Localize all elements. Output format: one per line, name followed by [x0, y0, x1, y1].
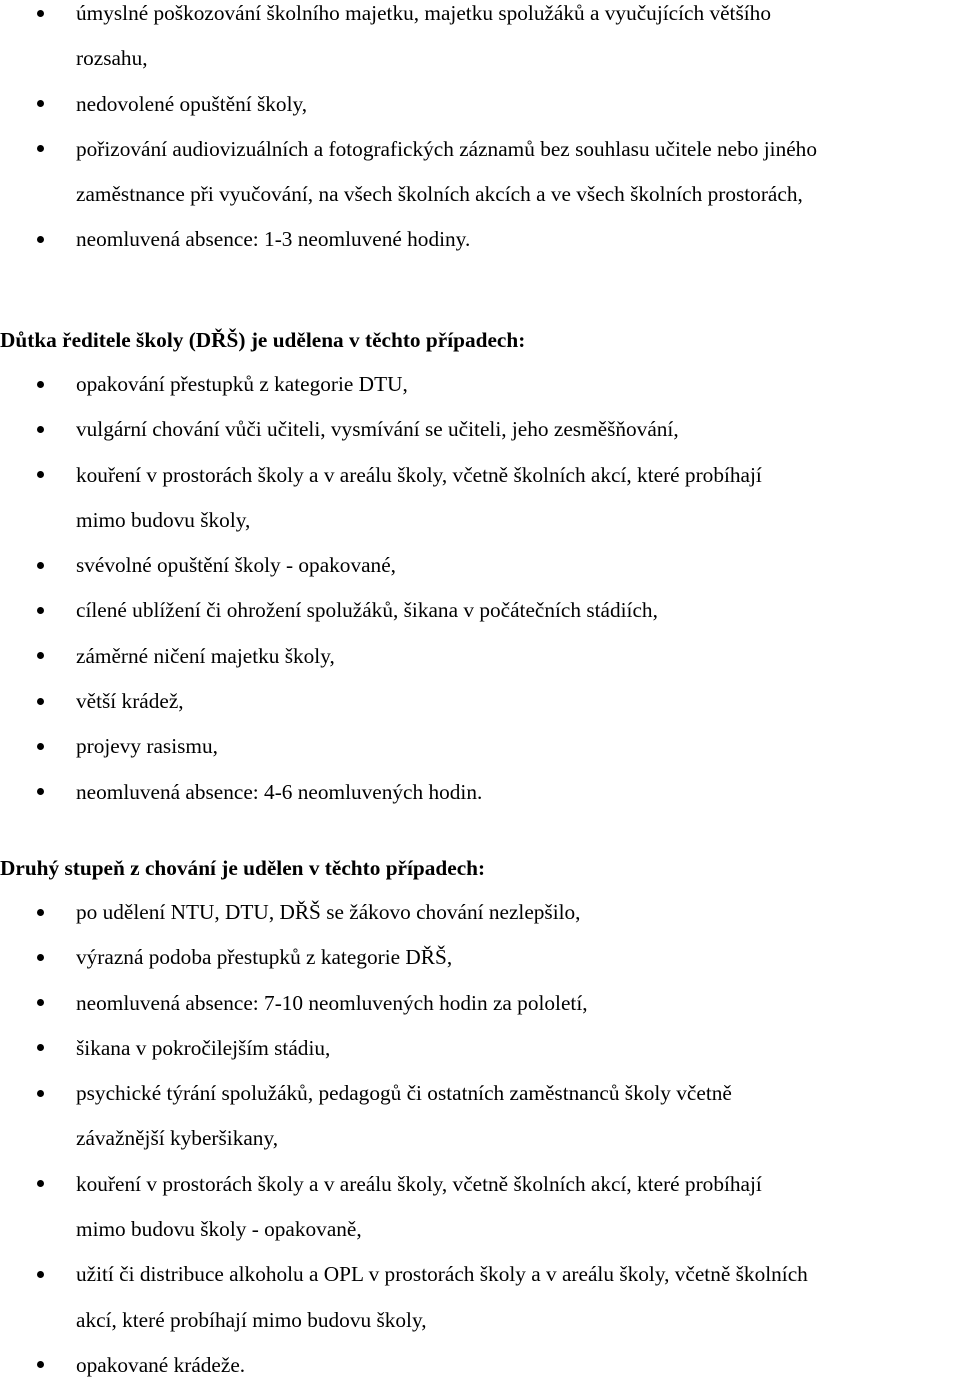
list-item	[0, 634, 960, 679]
section-heading-dts: Důtka ředitele školy (DŘŠ) je udělena v těchto případech:	[0, 328, 526, 352]
bullet-icon	[37, 100, 44, 107]
list-item	[0, 1026, 960, 1071]
bullet-icon	[37, 1271, 44, 1278]
bullet-icon	[37, 145, 44, 152]
bullet-icon	[37, 562, 44, 569]
list-item	[0, 1343, 960, 1388]
bullet-icon	[37, 999, 44, 1006]
bullet-icon	[37, 954, 44, 961]
list-item-text: větší krádež,	[76, 689, 184, 714]
list-top	[0, 0, 960, 263]
list-item-text-continuation: závažnější kyberšikany,	[76, 1126, 279, 1151]
list-item-text-continuation: mimo budovu školy,	[76, 507, 251, 532]
bullet-icon	[37, 743, 44, 750]
list-item-text-continuation: akcí, které probíhají mimo budovu školy,	[76, 1307, 427, 1332]
list-item	[0, 0, 960, 82]
list-item	[0, 679, 960, 724]
list-item-text: kouření v prostorách školy a v areálu školy, včetně školních akcí, které probíhají	[76, 462, 762, 487]
list-item-text: svévolné opuštění školy - opakované,	[76, 553, 396, 578]
list-item-text: opakované krádeže.	[76, 1352, 246, 1377]
list-item-text: psychické týrání spolužáků, pedagogů či ostatních zaměstnanců školy včetně	[76, 1081, 732, 1106]
bullet-icon	[37, 426, 44, 433]
list-item	[0, 543, 960, 588]
bullet-icon	[37, 471, 44, 478]
list-item	[0, 588, 960, 633]
list-item	[0, 1162, 960, 1253]
list-item-text: opakování přestupků z kategorie DTU,	[76, 372, 408, 396]
bullet-icon	[37, 381, 44, 388]
list-item-text: výrazná podoba přestupků z kategorie DŘŠ,	[76, 945, 453, 970]
list-item-text: nedovolené opuštění školy,	[76, 91, 308, 116]
list-item-text-continuation: zaměstnance při vyučování, na všech školních akcích a ve všech školních prostorách,	[76, 182, 803, 207]
list-item	[0, 981, 960, 1026]
bullet-icon	[37, 1090, 44, 1097]
bullet-icon	[37, 652, 44, 659]
list-item-text: užití či distribuce alkoholu a OPL v prostorách školy a v areálu školy, včetně školních	[76, 1262, 808, 1287]
list-dts	[0, 362, 960, 815]
list-item-text: záměrné ničení majetku školy,	[76, 643, 335, 668]
list-item	[0, 453, 960, 544]
section-heading-second-grade: Druhý stupeň z chování je udělen v těchto případech:	[0, 856, 486, 880]
list-item-text-continuation: rozsahu,	[76, 46, 148, 71]
list-item	[0, 1071, 960, 1162]
bullet-icon	[37, 10, 44, 17]
list-item	[0, 217, 960, 262]
list-item-text: cílené ublížení či ohrožení spolužáků, šikana v počátečních stádiích,	[76, 598, 658, 623]
list-item	[0, 1252, 960, 1343]
list-item-text: úmyslné poškozování školního majetku, majetku spolužáků a vyučujících většího	[76, 1, 771, 25]
bullet-icon	[37, 1361, 44, 1368]
list-item-text: neomluvená absence: 4-6 neomluvených hodin.	[76, 779, 483, 804]
bullet-icon	[37, 1044, 44, 1051]
list-item	[0, 82, 960, 127]
list-item-text-continuation: mimo budovu školy - opakovaně,	[76, 1217, 362, 1242]
list-item	[0, 407, 960, 452]
bullet-icon	[37, 909, 44, 916]
bullet-icon	[37, 607, 44, 614]
bullet-icon	[37, 788, 44, 795]
bullet-icon	[37, 236, 44, 243]
list-item	[0, 127, 960, 218]
list-item-text: kouření v prostorách školy a v areálu školy, včetně školních akcí, které probíhají	[76, 1171, 762, 1196]
list-item-text: neomluvená absence: 7-10 neomluvených hodin za pololetí,	[76, 990, 588, 1015]
list-item	[0, 770, 960, 815]
list-item-text: pořizování audiovizuálních a fotografických záznamů bez souhlasu učitele nebo jiného	[76, 136, 817, 161]
list-item	[0, 890, 960, 935]
list-item-text: neomluvená absence: 1-3 neomluvené hodiny.	[76, 227, 471, 252]
list-second-grade	[0, 890, 960, 1388]
bullet-icon	[37, 698, 44, 705]
list-item-text: projevy rasismu,	[76, 734, 218, 759]
list-item-text: po udělení NTU, DTU, DŘŠ se žákovo chování nezlepšilo,	[76, 900, 581, 924]
list-item	[0, 935, 960, 980]
bullet-icon	[37, 1180, 44, 1187]
list-item-text: vulgární chování vůči učiteli, vysmívání se učiteli, jeho zesměšňování,	[76, 417, 679, 442]
list-item	[0, 724, 960, 769]
list-item-text: šikana v pokročilejším stádiu,	[76, 1035, 331, 1060]
list-item	[0, 362, 960, 407]
